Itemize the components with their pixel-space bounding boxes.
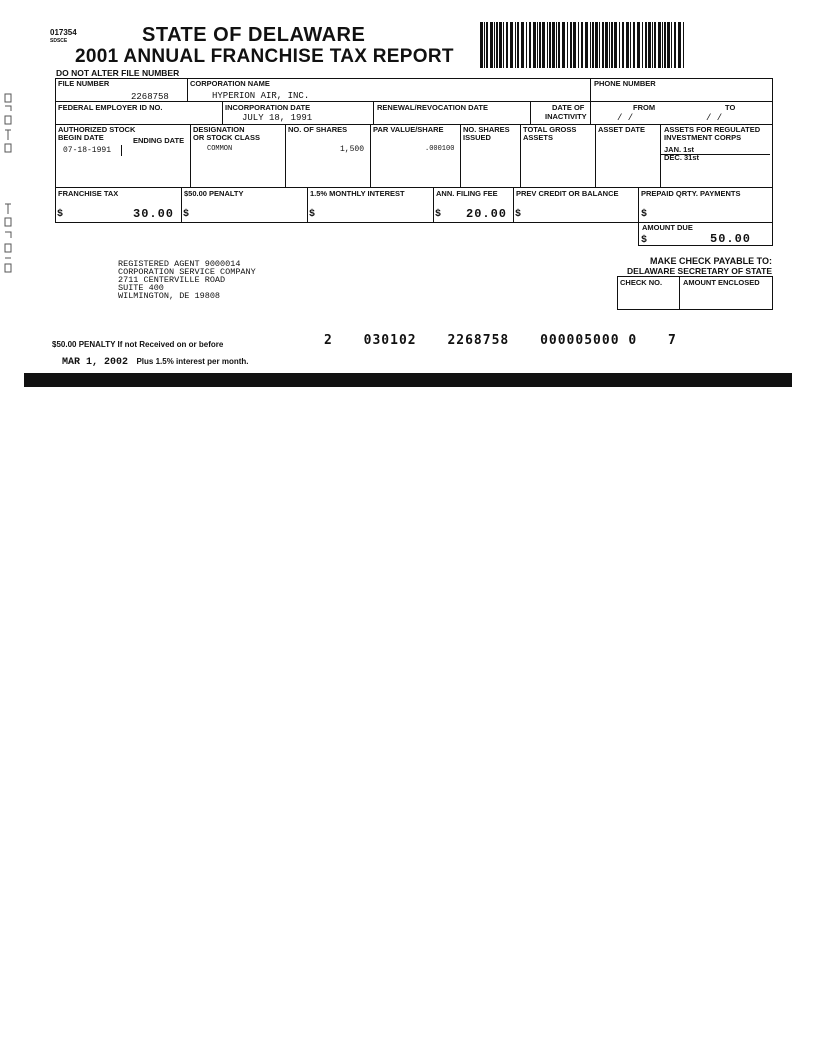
franchise-tax-label: FRANCHISE TAX — [58, 189, 119, 198]
filing-fee-dollar: $ — [435, 209, 443, 220]
par-value-label: PAR VALUE/SHARE — [373, 125, 444, 134]
par-value-value: .000100 — [425, 145, 455, 153]
from-value: / / — [617, 113, 634, 123]
regulated-label-1: ASSETS FOR REGULATED — [664, 125, 761, 134]
prepaid-dollar: $ — [641, 209, 649, 220]
fein-label: FEDERAL EMPLOYER ID NO. — [58, 103, 163, 112]
agent-line-5: WILMINGTON, DE 19808 — [118, 291, 221, 301]
penalty-date: MAR 1, 2002 — [62, 357, 129, 368]
filing-fee-label: ANN. FILING FEE — [436, 189, 498, 198]
shares-issued-label-1: NO. SHARES — [463, 125, 510, 134]
ocr-part-1: 2 — [324, 333, 333, 348]
num-shares-value: 1,500 — [340, 145, 365, 154]
prev-credit-label: PREV CREDIT OR BALANCE — [516, 189, 619, 198]
side-stamp — [2, 92, 14, 282]
designation-value: COMMON — [207, 145, 233, 153]
penalty-label: $50.00 PENALTY — [184, 189, 244, 198]
begin-date-value: 07-18-1991 — [63, 146, 112, 155]
payable-line-1: MAKE CHECK PAYABLE TO: — [649, 256, 772, 266]
renewal-label: RENEWAL/REVOCATION DATE — [377, 103, 488, 112]
ocr-line — [324, 333, 677, 348]
interest-label: 1.5% MONTHLY INTEREST — [310, 189, 405, 198]
bottom-band — [24, 373, 792, 387]
begin-date-label: BEGIN DATE — [58, 133, 104, 142]
title-state: STATE OF DELAWARE — [142, 24, 366, 46]
barcode — [480, 22, 686, 68]
prev-credit-dollar: $ — [515, 209, 523, 220]
auth-stock-label: AUTHORIZED STOCK — [58, 125, 136, 134]
ocr-part-4: 000005000 0 — [540, 333, 638, 348]
agent-line-2: CORPORATION SERVICE COMPANY — [118, 267, 256, 277]
franchise-tax-dollar: $ — [57, 209, 65, 220]
franchise-tax-value: 30.00 — [133, 207, 175, 221]
registered-agent-block — [118, 260, 256, 300]
gross-assets-label-1: TOTAL GROSS — [523, 125, 577, 134]
asset-date-label: ASSET DATE — [598, 125, 645, 134]
phone-label: PHONE NUMBER — [594, 79, 656, 88]
form-id: 017354 — [50, 28, 77, 37]
amount-due-dollar: $ — [641, 235, 649, 246]
ocr-part-2: 030102 — [363, 333, 417, 348]
corp-name-label: CORPORATION NAME — [190, 79, 270, 88]
from-label: FROM — [633, 103, 656, 112]
dec-label: DEC. 31st — [664, 153, 700, 162]
ocr-part-5: 7 — [668, 333, 677, 348]
inc-date-label: INCORPORATION DATE — [225, 103, 311, 112]
to-label: TO — [725, 103, 736, 112]
designation-label-2: OR STOCK CLASS — [193, 133, 260, 142]
designation-label-1: DESIGNATION — [193, 125, 245, 134]
inc-date-value: JULY 18, 1991 — [242, 113, 313, 123]
amount-enclosed-label: AMOUNT ENCLOSED — [683, 278, 760, 287]
amount-due-label: AMOUNT DUE — [642, 223, 693, 232]
penalty-deadline — [62, 351, 249, 369]
penalty-dollar: $ — [183, 209, 191, 220]
payable-to — [612, 256, 772, 276]
agent-line-3: 2711 CENTERVILLE ROAD — [118, 275, 226, 285]
amount-due-value: 50.00 — [710, 232, 752, 246]
payable-line-2: DELAWARE SECRETARY OF STATE — [627, 266, 772, 276]
jan-label: JAN. 1st — [664, 145, 695, 154]
gross-assets-label-2: ASSETS — [523, 133, 554, 142]
inactivity-label-2: INACTIVITY — [545, 112, 587, 121]
corp-name-value: HYPERION AIR, INC. — [212, 91, 310, 101]
title-report: 2001 ANNUAL FRANCHISE TAX REPORT — [75, 46, 454, 67]
agent-line-4: SUITE 400 — [118, 283, 164, 293]
check-no-label: CHECK NO. — [620, 278, 663, 287]
to-value: / / — [706, 113, 723, 123]
ending-date-label: ENDING DATE — [133, 136, 185, 145]
prepaid-label: PREPAID QRTY. PAYMENTS — [641, 189, 741, 198]
filing-fee-value: 20.00 — [466, 207, 508, 221]
do-not-alter-notice: DO NOT ALTER FILE NUMBER — [56, 68, 180, 78]
penalty-interest-note: Plus 1.5% interest per month. — [136, 357, 249, 366]
agent-line-1: REGISTERED AGENT 9000014 — [118, 259, 241, 269]
inactivity-label-1: DATE OF — [552, 103, 585, 112]
stamp-marks — [2, 92, 14, 282]
num-shares-label: NO. OF SHARES — [288, 125, 348, 134]
file-number-value: 2268758 — [131, 92, 169, 102]
interest-dollar: $ — [309, 209, 317, 220]
penalty-notice: $50.00 PENALTY If not Received on or before — [52, 340, 224, 349]
form-sub-code: SDSCE — [50, 38, 68, 44]
ocr-part-3: 2268758 — [447, 333, 510, 348]
shares-issued-label-2: ISSUED — [463, 133, 491, 142]
file-number-label: FILE NUMBER — [58, 79, 110, 88]
regulated-label-2: INVESTMENT CORPS — [664, 133, 742, 142]
barcode-graphic — [480, 22, 686, 68]
